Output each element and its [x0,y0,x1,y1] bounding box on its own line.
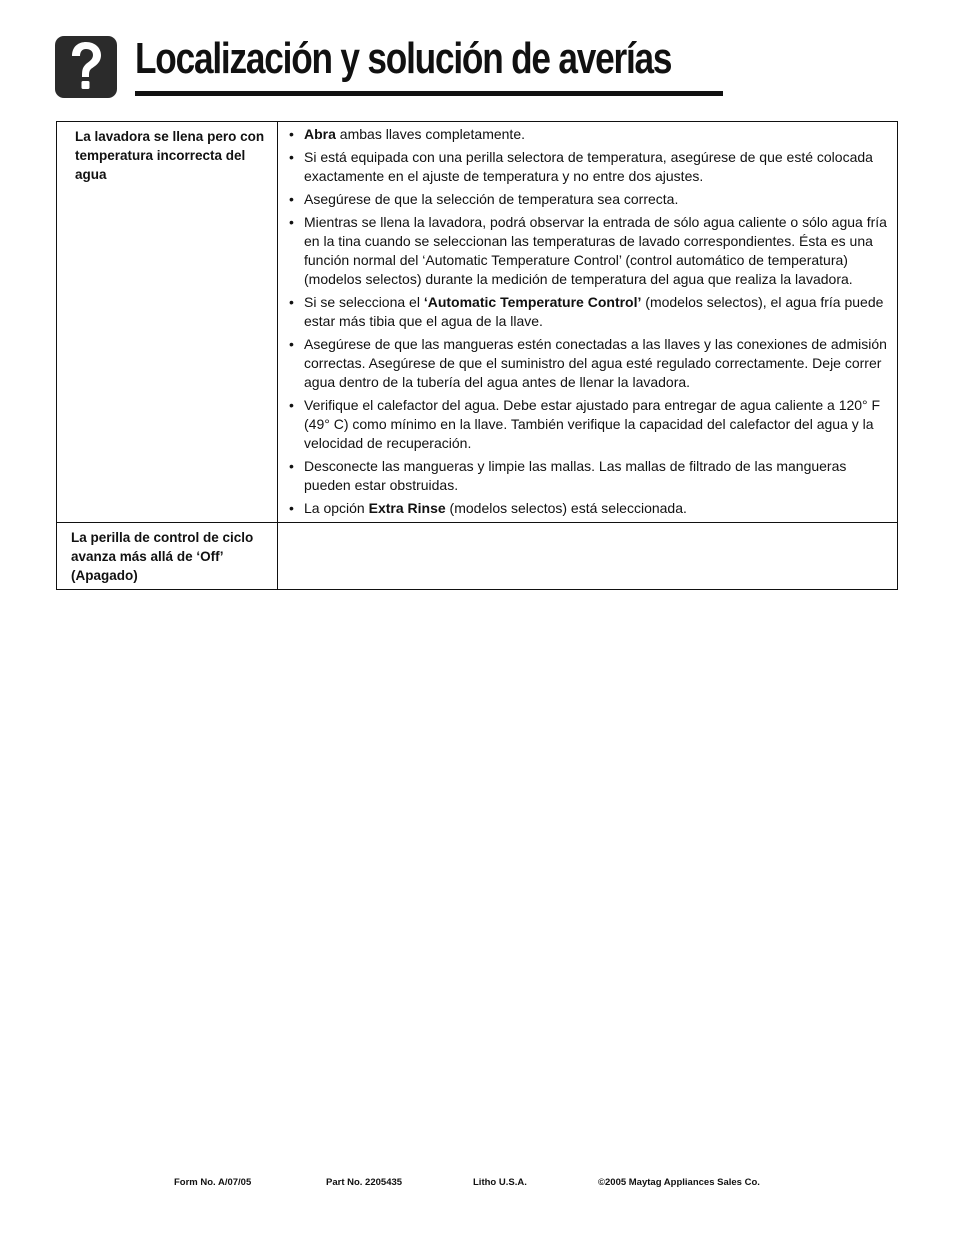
solutions-list [288,125,891,518]
table-row [57,122,898,523]
footer-copyright: ©2005 Maytag Appliances Sales Co. [598,1177,760,1188]
question-mark-glyph [64,40,108,94]
solution-item [288,125,891,144]
question-mark-icon [55,36,117,98]
solution-item [288,499,891,518]
solution-emphasis: ‘Automatic Temperature Control’ [423,294,642,310]
solution-item [288,396,891,453]
solution-text: Desconecte las mangueras y limpie las mallas. Las mallas de filtrado de las mangueras pueden estar obstruidas. [304,458,847,493]
solution-text: Verifique el calefactor del agua. Debe estar ajustado para entregar de agua caliente a 120° F (49° C) como mínimo en la llave. También verifique la capacidad del calefactor del agua y la velocidad de recuperación. [304,397,881,451]
page-title-wrapper [135,30,723,88]
table-row [57,523,898,590]
solution-text: Asegúrese de que las mangueras estén conectadas a las llaves y las conexiones de admisión correctas. Asegúrese de que el suministro del agua esté regulado correctamente. Deje correr agua dentro de la tubería del agua antes de llenar la lavadora. [304,336,887,390]
solution-text: Mientras se llena la lavadora, podrá observar la entrada de sólo agua caliente o sólo agua fría en la tina cuando se seleccionan las temperaturas de lavado correspondientes. Ésta es una función normal del ‘Automatic Temperature Control’ (control automático de temperatura) (modelos selectos) durante la medición de temperatura del agua que realiza la lavadora. [304,214,887,287]
solution-text: (modelos selectos), el agua fría puede estar más tibia que el agua de la llave. [304,294,884,329]
solution-item [288,190,891,209]
solution-item [288,293,891,331]
solution-item [288,213,891,289]
solution-text: Si se selecciona el [304,294,424,310]
solution-text: ambas llaves completamente. [335,126,525,142]
solutions-cell [278,122,898,523]
solution-item [288,148,891,186]
solution-emphasis: Extra Rinse [368,500,446,516]
title-underline [135,91,723,96]
solution-text: Asegúrese de que la selección de temperatura sea correcta. [304,191,679,207]
problem-cell: La lavadora se llena pero con temperatura incorrecta del agua [57,122,278,523]
solution-text: La opción [304,500,369,516]
page-title: Localización y solución de averías [135,34,672,83]
solution-item [288,457,891,495]
problem-cell: La perilla de control de ciclo avanza más allá de ‘Off’ (Apagado) [57,523,278,590]
solution-item [288,335,891,392]
footer-part-no: Part No. 2205435 [326,1177,403,1188]
solution-text: (modelos selectos) está seleccionada. [445,500,687,516]
footer-litho: Litho U.S.A. [473,1177,527,1188]
solution-emphasis: Abra [304,126,336,142]
solutions-cell [278,523,898,590]
solution-text: Si está equipada con una perilla selectora de temperatura, asegúrese de que esté colocada exactamente en el ajuste de temperatura y no entre dos ajustes. [304,149,873,184]
troubleshooting-table [56,121,898,590]
footer-form-no: Form No. A/07/05 [174,1177,252,1188]
